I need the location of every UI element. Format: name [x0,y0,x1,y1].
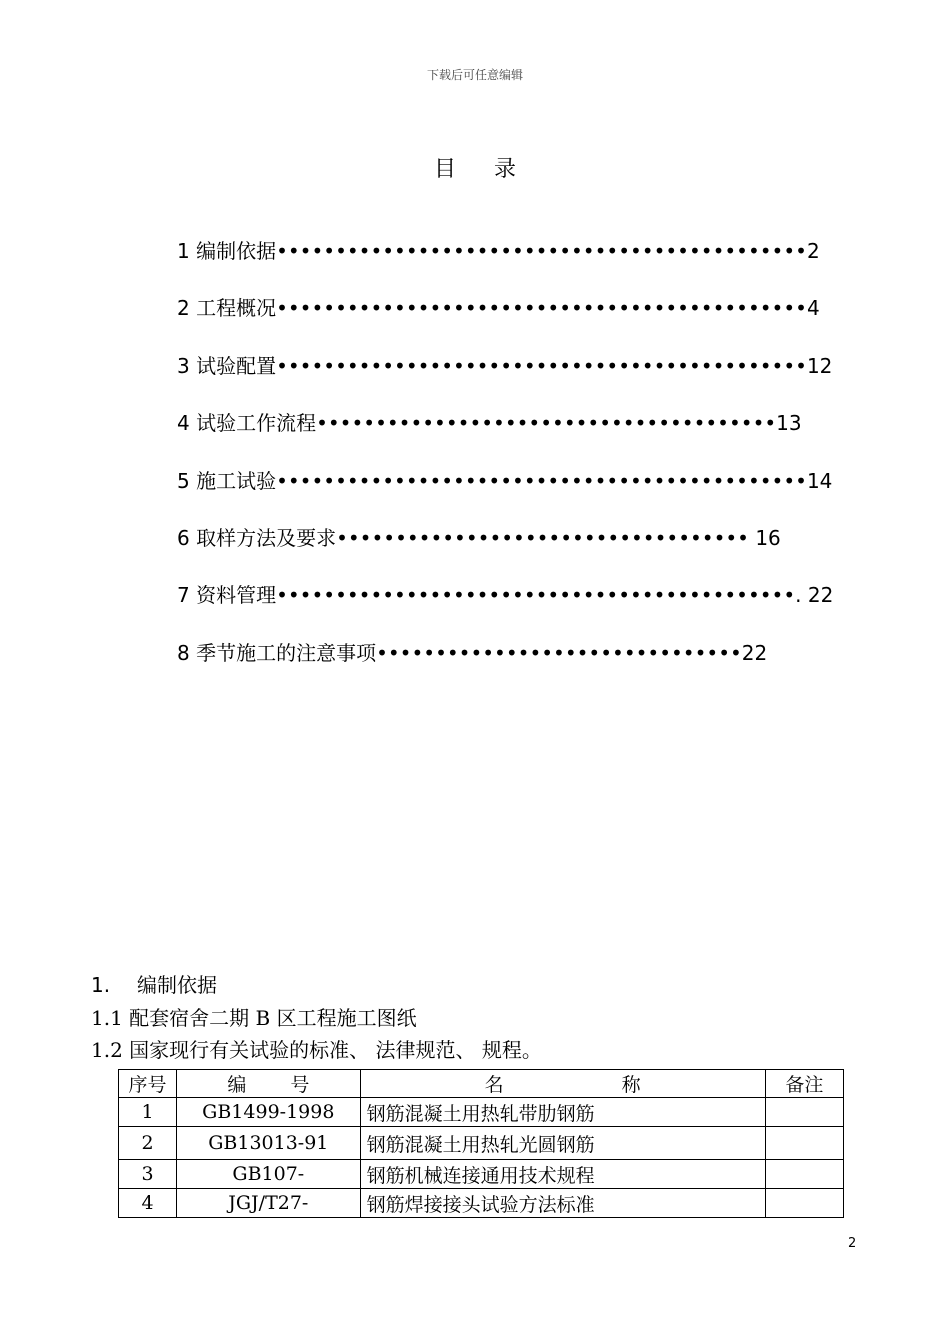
cell-seq: 4 [119,1189,177,1218]
toc-title: 目录 [433,157,554,182]
cell-code: GB107- [177,1160,361,1189]
subsection-1-1: 1.1 配套宿舍二期 B 区工程施工图纸 [91,1006,417,1030]
cell-note [765,1127,843,1160]
toc-entry-3[interactable]: 3 试验配置•••••••••••••••••••••••••••••••••••••••••••••12 [177,354,833,378]
toc-entry-2[interactable]: 2 工程概况•••••••••••••••••••••••••••••••••••••••••••••4 [177,296,820,320]
cell-seq: 1 [119,1098,177,1127]
table-row [119,1098,844,1127]
header-code: 编号 [177,1070,361,1098]
section-number: 1. [91,973,111,997]
standards-table [118,1069,844,1218]
subsection-1-2: 1.2 国家现行有关试验的标准、 法律规范、 规程。 [91,1038,542,1062]
toc-entry-5[interactable]: 5 施工试验•••••••••••••••••••••••••••••••••••••••••••••14 [177,469,833,493]
toc-entry-4[interactable]: 4 试验工作流程•••••••••••••••••••••••••••••••••••••••13 [177,411,802,435]
toc-entry-7[interactable]: 7 资料管理••••••••••••••••••••••••••••••••••••••••••••. 22 [177,583,834,607]
table-row [119,1189,844,1218]
cell-name: 钢筋混凝土用热轧光圆钢筋 [360,1127,765,1160]
toc-entry-8[interactable]: 8 季节施工的注意事项•••••••••••••••••••••••••••••••22 [177,641,768,665]
section-title: 编制依据 [137,973,217,997]
table-header-row [119,1070,844,1098]
cell-note [765,1189,843,1218]
cell-name: 钢筋焊接接头试验方法标准 [360,1189,765,1218]
header-seq: 序号 [119,1070,177,1098]
table-row [119,1127,844,1160]
header-note-col: 备注 [765,1070,843,1098]
cell-name: 钢筋混凝土用热轧带肋钢筋 [360,1098,765,1127]
cell-note [765,1098,843,1127]
cell-name: 钢筋机械连接通用技术规程 [360,1160,765,1189]
cell-code: JGJ/T27- [177,1189,361,1218]
toc-entry-6[interactable]: 6 取样方法及要求••••••••••••••••••••••••••••••••••• 16 [177,526,781,550]
table-row [119,1160,844,1189]
header-note: 下载后可任意编辑 [426,68,523,82]
cell-seq: 3 [119,1160,177,1189]
page-number: 2 [848,1236,857,1251]
cell-seq: 2 [119,1127,177,1160]
header-name: 名称 [360,1070,765,1098]
cell-code: GB13013-91 [177,1127,361,1160]
toc-entry-1[interactable]: 1 编制依据•••••••••••••••••••••••••••••••••••••••••••••2 [177,239,820,263]
cell-note [765,1160,843,1189]
cell-code: GB1499-1998 [177,1098,361,1127]
section-heading [91,971,217,999]
